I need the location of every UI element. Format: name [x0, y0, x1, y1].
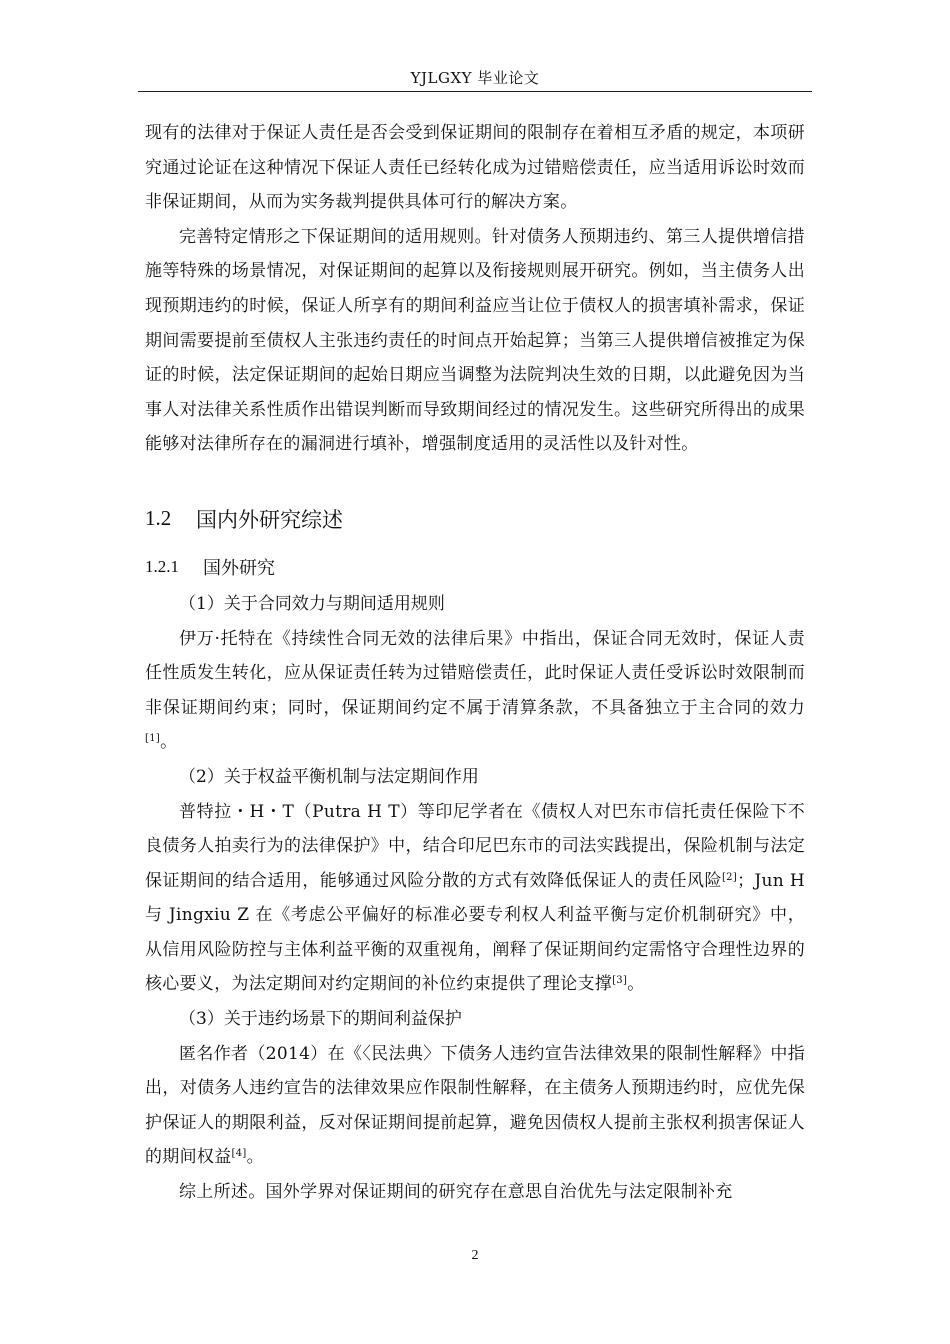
section-heading — [145, 499, 805, 539]
citation-ref: [1] — [145, 733, 161, 745]
subsection-heading — [145, 549, 805, 585]
citation-ref: [4] — [231, 1148, 247, 1160]
page-header: YJLGXY 毕业论文 — [410, 69, 540, 87]
paragraph — [145, 1037, 805, 1175]
paragraph-end: 。 — [627, 974, 645, 995]
page-number: 2 — [471, 1248, 479, 1263]
paragraph-end: 。 — [246, 1147, 264, 1168]
section-title: 国内外研究综述 — [196, 507, 343, 532]
subsection-number: 1.2.1 — [145, 556, 179, 576]
subsection-title: 国外研究 — [203, 557, 275, 579]
paragraph — [145, 795, 805, 1003]
paragraph: 综上所述。国外学界对保证期间的研究存在意思自治优先与法定限制补充 — [179, 1182, 733, 1203]
section-number: 1.2 — [145, 506, 172, 531]
paragraph-text: ；Jun H 与 Jingxiu Z 在《考虑公平偏好的标准必要专利权人利益平衡与定价机制研究》中，从信用风险防控与主体利益平衡的双重视角，阐释了保证期间约定需恪守合理性边界的核心要义，为法定期间对约定期间的补位约束提供了理论支撑 — [145, 870, 805, 995]
citation-ref: [2] — [721, 871, 738, 883]
item-heading: （1）关于合同效力与期间适用规则 — [179, 593, 445, 614]
item-heading: （3）关于违约场景下的期间利益保护 — [179, 1009, 462, 1030]
paragraph-text: 伊万·托特在《持续性合同无效的法律后果》中指出，保证合同无效时，保证人责任性质发生转化，应从保证责任转为过错赔偿责任，此时保证人责任受诉讼时效限制而非保证期间约束；同时，保证期间约定不属于清算条款，不具备独立于主合同的效力 — [145, 628, 805, 718]
paragraph: 完善特定情形之下保证期间的适用规则。针对债务人预期违约、第三人提供增信措施等特殊的场景情况，对保证期间的起算以及衔接规则展开研究。例如，当主债务人出现预期违约的时候，保证人所享有的期间利益应当让位于债权人的损害填补需求，保证期间需要提前至债权人主张违约责任的时间点开始起算；当第三人提供增信被推定为保证的时候，法定保证期间的起始日期应当调整为法院判决生效的日期，以此避免因为当事人对法律关系性质作出错误判断而导致期间经过的情况发生。这些研究所得出的成果能够对法律所存在的漏洞进行填补，增强制度适用的灵活性以及针对性。 — [145, 226, 805, 455]
citation-ref: [3] — [612, 975, 628, 987]
item-heading: （2）关于权益平衡机制与法定期间作用 — [179, 766, 479, 787]
paragraph-text: 匿名作者（2014）在《〈民法典〉下债务人违约宣告法律效果的限制性解释》中指出，对债务人违约宣告的法律效果应作限制性解释，在主债务人预期违约时，应优先保护保证人的期限利益，反对保证期间提前起算，避免因债权人提前主张权利损害保证人的期间权益 — [145, 1043, 805, 1168]
paragraph — [145, 622, 805, 760]
paragraph-end: 。 — [160, 732, 178, 753]
paragraph: 现有的法律对于保证人责任是否会受到保证期间的限制存在着相互矛盾的规定，本项研究通过论证在这种情况下保证人责任已经转化成为过错赔偿责任，应当适用诉讼时效而非保证期间，从而为实务裁判提供具体可行的解决方案。 — [145, 123, 805, 213]
header-rule — [138, 91, 812, 92]
page-body — [145, 116, 805, 1210]
paragraph-text: 普特拉・H・T（Putra H T）等印尼学者在《债权人对巴东市信托责任保险下不良债务人拍卖行为的法律保护》中，结合印尼巴东市的司法实践提出，保险机制与法定保证期间的结合适用，能够通过风险分散的方式有效降低保证人的责任风险 — [145, 801, 805, 891]
